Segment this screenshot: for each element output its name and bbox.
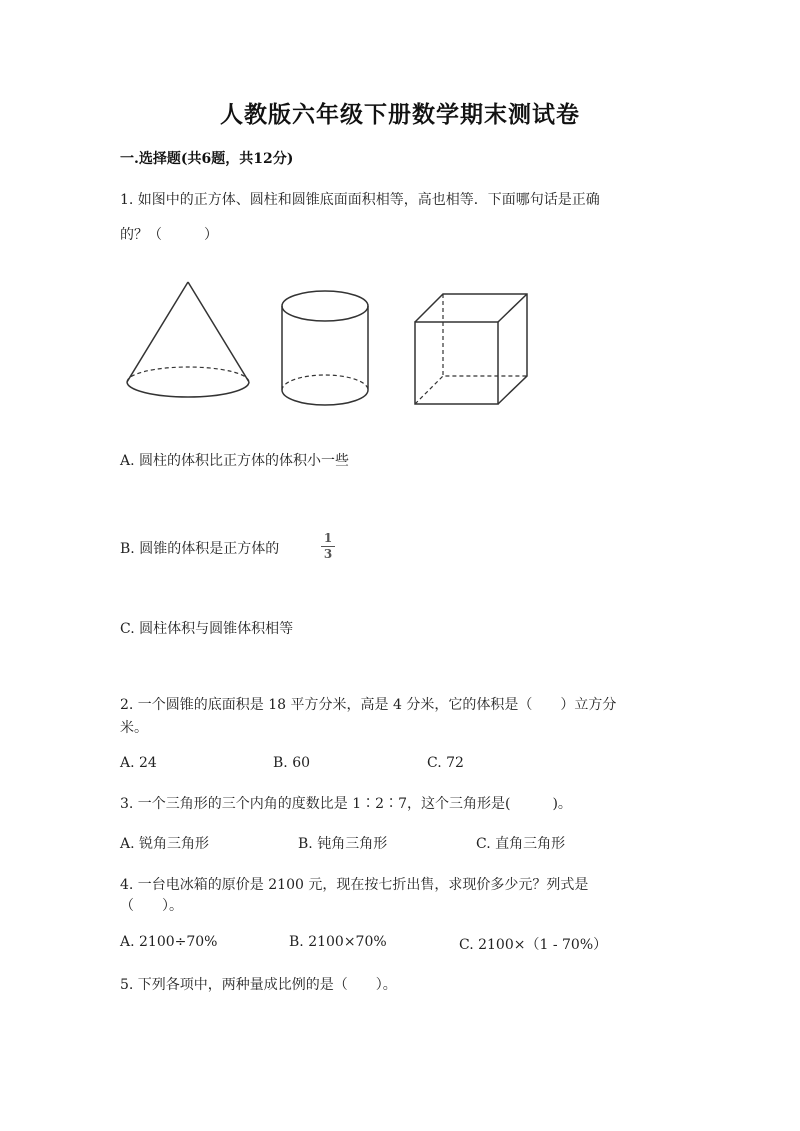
question-4-option-b[interactable]: B. 2100×70% [289,934,387,950]
question-2-option-c[interactable]: C. 72 [427,755,464,771]
page-title: 人教版六年级下册数学期末测试卷 [220,101,580,128]
question-2-option-b[interactable]: B. 60 [273,755,311,771]
geometry-figures [0,270,800,420]
question-1-option-a[interactable]: A. 圆柱的体积比正方体的体积小一些 [120,453,350,469]
section-heading: 一.选择题(共6题，共12分) [120,151,294,167]
question-5-text: 5. 下列各项中，两种量成比例的是（ ）。 [120,977,397,993]
question-4-option-a[interactable]: A. 2100÷70% [120,934,218,950]
question-2-option-a[interactable]: A. 24 [120,755,157,771]
question-3-option-c[interactable]: C. 直角三角形 [476,836,566,852]
question-4-text: 4. 一台电冰箱的原价是 2100 元，现在按七折出售，求现价多少元？列式是 [120,877,589,893]
cylinder-figure [282,291,368,405]
question-3-option-b[interactable]: B. 钝角三角形 [298,836,388,852]
question-2-text: 2. 一个圆锥的底面积是 18 平方分米，高是 4 分米，它的体积是（ ）立方分 [120,697,617,713]
fraction-one-third [320,532,336,561]
question-1-text: 1. 如图中的正方体、圆柱和圆锥底面面积相等，高也相等．下面哪句话是正确 [120,192,600,208]
question-3-text: 3. 一个三角形的三个内角的度数比是 1∶2∶7，这个三角形是( )。 [120,796,572,812]
question-4-text-cont: （ ）。 [120,898,183,914]
question-3-option-a[interactable]: A. 锐角三角形 [120,836,210,852]
cube-figure [415,294,527,404]
fraction-numerator: 1 [323,531,333,545]
cone-figure [127,282,249,397]
question-4-option-c[interactable]: C. 2100×（1 - 70%） [459,937,608,953]
question-1-option-c[interactable]: C. 圆柱体积与圆锥体积相等 [120,621,294,637]
question-2-text-cont: 米。 [120,720,148,736]
question-1-text-cont: 的？（ ） [120,227,218,243]
question-1-option-b[interactable]: B. 圆锥的体积是正方体的 [120,541,280,557]
fraction-denominator: 3 [323,547,333,561]
